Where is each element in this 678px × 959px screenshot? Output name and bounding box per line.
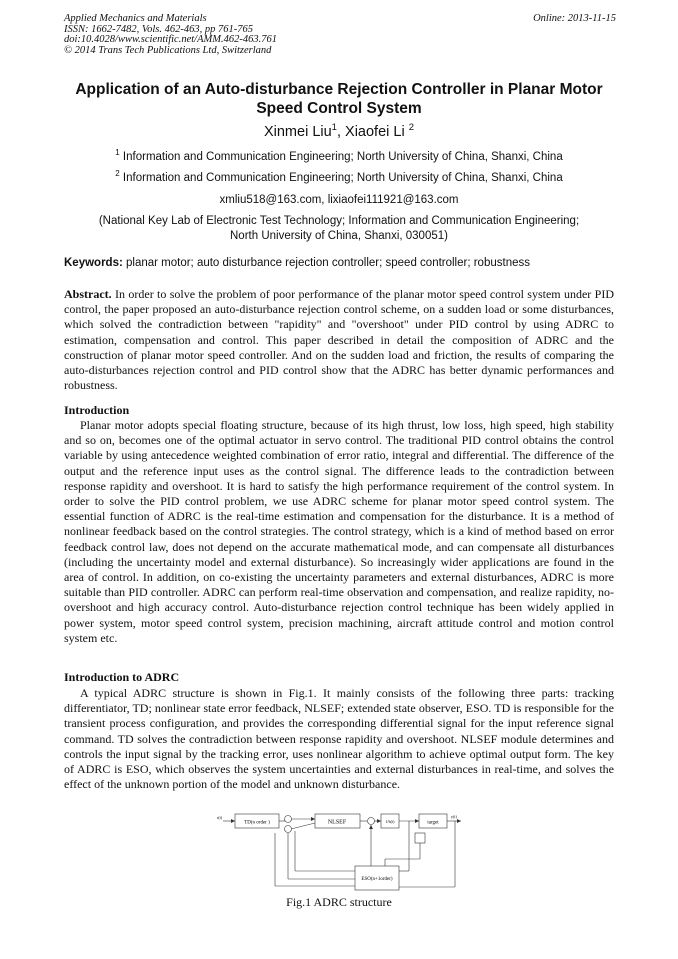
copyright-line: © 2014 Trans Tech Publications Ltd, Switzerland <box>64 44 272 56</box>
author-2-sup: 2 <box>408 122 415 133</box>
affiliation-1-sup: 1 <box>115 148 120 157</box>
introduction-body: Planar motor adopts special floating structure, because of its high thrust, low loss, high speed, high stability and so on, becomes one of the optimal actuator in servo control. The traditional PID control obtains the control variable by using antecedence weighted combination of error ratio, integral and differential. The difference of the output and the reference input uses as the control signal. The difference leads to the contradiction between response rapidity and overshoot. It is hard to satisfy the high performance requirement of the control system. In order to solve the PID control problem, we use ADRC scheme for planar motor speed control system. The essential function of ADRC is the real-time estimation and compensation for the disturbance. It is a method of nonlinear feedback based on the control strategies. The control strategy, which is a kind of method based on error feedback control law, does not depend on the accurate mathematical mode, and can compensate all disturbances (including the uncertainty model and external disturbance). So increasingly wider applications are found in the area of control. In addition, on co-existing the uncertainty parameters and external disturbances, ADRC is more suitable than PID controller. ADRC can perform real-time observation and compensation, and realize rapidity, no-overshoot and high accuracy control. Auto-disturbance rejection control technique has been widely applied in power system, motor speed control system, precision machining, aircraft attitude control and motion control system etc. <box>64 418 614 645</box>
nlsef-label: NLSEF <box>327 819 347 826</box>
figure-caption: Fig.1 ADRC structure <box>286 895 392 909</box>
affiliation-1 <box>40 150 638 165</box>
lab-line-1: (National Key Lab of Electronic Test Technology; Information and Communication Engineering; <box>98 215 580 227</box>
output-label: y(t) <box>451 814 457 819</box>
abstract <box>64 287 614 393</box>
author-1-sup: 1 <box>331 122 337 133</box>
author-2-name: Xiaofei Li <box>345 124 409 140</box>
target-label: target <box>427 820 439 826</box>
affiliation-1-text: Information and Communication Engineering; North University of China, Shanxi, China <box>119 151 563 163</box>
keywords <box>64 256 624 271</box>
issn-line: ISSN: 1662-7482, Vols. 462-463, pp 761-765 <box>64 23 253 35</box>
affiliation-2-text: Information and Communication Engineering; North University of China, Shanxi, China <box>119 172 563 184</box>
summing-junction-2 <box>285 826 292 833</box>
summing-junction-1 <box>285 816 292 823</box>
affiliation-2-sup: 2 <box>115 169 120 178</box>
eso-label: ESO(n+1order) <box>361 877 393 882</box>
adrc-intro-body: A typical ADRC structure is shown in Fig.1. It mainly consists of the following three parts: tracking differentiator, TD; nonlinear state error feedback, NLSEF; extended state observer, ESO. TD is responsible for the transient process configuration, and provides the corresponding differential signal for the input reference signal command. TD solves the contradiction between response rapidity and overshoot. NLSEF module determines and controls the input signal by the tracking error, uses nonlinear algorithm to achieve optimal output form. The key of ADRC is ESO, which observes the system uncertainties and external disturbances in real-time, and solves the effect of the unknown portion of the model and unknown disturbance. <box>64 686 614 792</box>
journal-name: Applied Mechanics and Materials <box>64 13 207 24</box>
online-date: Online: 2013-11-15 <box>533 13 616 24</box>
affiliation-2 <box>40 171 638 186</box>
adrc-structure-diagram <box>215 811 465 891</box>
journal-header <box>64 14 616 56</box>
doi-line: doi:10.4028/www.scientific.net/AMM.462-463.761 <box>64 34 277 45</box>
author-line <box>60 123 618 141</box>
summing-junction-3 <box>368 818 375 825</box>
b-block <box>415 833 425 843</box>
lab-affiliation <box>40 214 638 244</box>
abstract-text: In order to solve the problem of poor performance of the planar motor speed control system under PID control, the paper proposed an auto-disturbance rejection control scheme, on a sudden load or some disturbances, which solved the contradiction between "rapidity" and "overshoot" under PID control by using ADRC to estimation, compensation and control. This paper described in detail the composition of ADRC and the construction of planar motor speed controller. And on the sudden load and friction, the results of comparing the auto-disturbances rejection control and PID control show that the ADRC has better dynamic performances and robustness. <box>64 287 614 393</box>
td-label: TD(n order ) <box>244 820 270 826</box>
adrc-intro-heading: Introduction to ADRC <box>64 670 180 684</box>
author-emails: xmliu518@163.com, lixiaofei111921@163.com <box>219 194 459 206</box>
keywords-text: planar motor; auto disturbance rejection controller; speed controller; robustness <box>122 257 530 269</box>
introduction-heading: Introduction <box>64 403 130 417</box>
lab-line-2: North University of China, Shanxi, 030051) <box>230 230 448 242</box>
author-1-name: Xinmei Liu <box>263 124 332 140</box>
gain-label: 1/b(t) <box>385 819 395 824</box>
input-label: r(t) <box>217 815 223 820</box>
author-separator: , <box>336 124 346 140</box>
abstract-label: Abstract. <box>64 287 112 301</box>
keywords-label: Keywords: <box>64 257 123 269</box>
paper-title: Application of an Auto-disturbance Rejection Controller in Planar Motor Speed Control System <box>75 81 603 117</box>
